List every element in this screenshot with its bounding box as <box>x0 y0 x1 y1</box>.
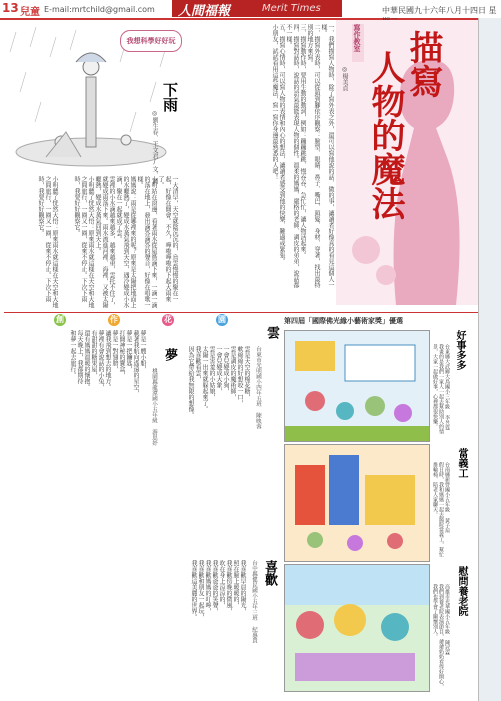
poem-line: 軟綿綿的好想咬一口， <box>236 346 243 406</box>
artwork-description: 我畫的是我們一家人一起去幫助別人的情景，大家一起做好事，心裡都很快樂。 <box>432 344 444 434</box>
article-title-line1: 描寫 <box>403 30 443 98</box>
science-badge-text: 我想科學好好玩 <box>126 37 176 45</box>
artwork-title: 慰問養老院 <box>456 566 467 616</box>
masthead-title: 人間福報 <box>178 4 231 19</box>
poem-line: 還有媽媽溫暖的懷抱。 <box>83 330 90 390</box>
poem-line: 夢是一把鑰匙， <box>125 330 132 372</box>
poem-title: 雲 <box>264 326 279 339</box>
poem-line: 一會兒變成小狗， <box>222 346 229 394</box>
poem-line: 夢是一對翅膀， <box>111 330 118 372</box>
poem-line: 吹在身上涼涼的， <box>218 560 225 608</box>
poem-line: 我喜歡媽媽的叮嚀， <box>204 560 211 614</box>
adjacent-page-strip <box>478 18 501 701</box>
masthead-subtitle: Merit Times <box>262 3 321 14</box>
artwork-caption <box>432 462 450 558</box>
poem-title: 夢 <box>162 348 177 361</box>
article-paragraph: 一、我們描寫人物時，除了寫外表之外，還可以寫他說的話、做的事，讓讀者好像真的看見這個人一樣。 <box>320 24 334 288</box>
poem-line: 讓我飛到想去的地方。 <box>104 330 111 390</box>
article-byline: ◎楊美貞 <box>341 66 348 91</box>
article-paragraph: 三、描寫動作時，要用生動的動詞，例如：蹦蹦跳跳、慢吞吞、急忙忙，讓人物活起來。 <box>299 24 306 258</box>
poem-line: 和夢一起去旅行。 <box>69 330 76 378</box>
poem-line: 載著我航向遙遠的星空， <box>132 330 139 396</box>
gallery-title: 第四屆「國際佛光緣小藝術家獎」優選 <box>284 317 403 325</box>
artwork-caption <box>432 584 450 690</box>
artwork-2 <box>284 444 430 562</box>
story-paragraph: 媽媽說：雨是從哪裡來的呢？原來是太陽把地面上的水曬熱了，變成水蒸氣飛到天空，遇冷變成小水滴，聚在一起就成了雲。 <box>115 176 136 308</box>
poem-line: 我喜歡和朋友一起玩， <box>197 560 204 620</box>
poem-line: 我喜歡傍晚的微風， <box>225 560 232 614</box>
creative-garden-badge <box>54 314 294 328</box>
poem-byline: 桃園縣龍潭國小五年級 游思妤 <box>151 368 157 446</box>
poem-line: 我喜歡看雲， <box>194 346 201 382</box>
poem-title: 喜歡 <box>262 560 277 586</box>
poem-line: 每天晚上，我都期待 <box>76 330 83 384</box>
story-paragraph: 小明聽了恍然大悟：原來雨水就這樣在天空和大地之間旅行，一圈又一圈，從來不停止。下次下雨時，我要好好觀察它。 <box>37 176 58 308</box>
section-divider <box>4 312 478 313</box>
issue-date: 中華民國九十六年八月十四日 星 <box>382 6 497 15</box>
poem-line: 太陽一出來就躲起來了。 <box>201 346 208 412</box>
poem-line: 打開神秘的寶盒， <box>118 330 125 378</box>
masthead <box>172 0 342 17</box>
article-paragraph: 五、描寫心情時，可以寫人物的表情和內心的想法，讓讀者感受到他的快樂、難過或緊張。 <box>278 24 285 264</box>
page-number: 13 <box>2 1 19 15</box>
section-name: 兒童 <box>20 7 40 18</box>
artwork-title: 當義工 <box>456 448 467 478</box>
artwork-3 <box>284 564 430 692</box>
poem-body <box>187 346 250 556</box>
poem-line: 一會兒變成大象， <box>215 346 222 394</box>
poem-line: 我喜歡爸爸的笑聲， <box>211 560 218 614</box>
poem-line: 因為它帶給我無限的想像。 <box>187 346 194 418</box>
story-title: 下雨 <box>161 82 179 112</box>
poem-body <box>6 330 146 690</box>
article-body <box>184 24 334 288</box>
story-byline: ◎劉生春、王文君/文、圖 <box>151 110 158 184</box>
column-tag-text: 寫作教室 <box>353 24 361 52</box>
poem-body <box>190 560 246 694</box>
story-paragraph: 雲裡的小水滴越來越多，越來越重，雲托不住了，就變成雨落下來。雨水流進河裡、海裡，又被太陽曬熱，變成水蒸氣回到天上。 <box>94 176 115 308</box>
artwork-description: 我們到養老院表演節目，爺爺奶奶看得好開心，我們也學會了關懷別人。 <box>432 584 444 689</box>
poem-line: 照在臉上暖暖的， <box>232 560 239 608</box>
badge-char: 園 <box>218 315 226 324</box>
poem-byline: 台中縣健民國小五年三班 紀惠貴 <box>251 560 257 643</box>
email-address: E-mail:mrtchild@gmail.com <box>44 5 155 14</box>
artwork-caption <box>432 344 450 440</box>
poem-line: 夢裡有會說話的小兔， <box>97 330 104 390</box>
badge-char: 花 <box>164 315 172 324</box>
column-tag <box>352 24 364 62</box>
artwork-caption-text: 台南縣新營國小五年級 黃子瑄 <box>444 462 450 533</box>
article-paragraph: 四、描寫對話時，說話的語氣最能表現人物的個性。溫柔的媽媽、嚴格的老師、調皮的弟弟，說話都不一樣。 <box>285 24 299 288</box>
poem-line: 有甜甜的糖果屋， <box>90 330 97 378</box>
artwork-caption-text: 高雄市光華國小五年級 陳冠霖 <box>444 584 450 655</box>
article-title-line2: 人物的魔法 <box>365 50 405 220</box>
story-paragraph: 一大清早，天空就陰沉沉的，烏雲慢慢的聚在一起，好像在開會。不久，嘩啦嘩啦的下起大雨來了。 <box>157 176 178 302</box>
badge-char: 創 <box>56 315 64 324</box>
poem-line: 我喜歡早晨的陽光， <box>239 560 246 614</box>
story-body <box>60 176 178 312</box>
story-paragraph: 小明站在窗邊，看著雨水從屋簷滴下來，一滴一滴的落在地上，發出滴答滴答的聲音，好像在唱歌一樣。 <box>136 176 157 308</box>
story-paragraph: 小明聽了恍然大悟：原來雨水就這樣在天空和大地之間旅行，一圈又一圈，從來不停止。下次下雨時，我要好好觀察它。 <box>73 176 94 308</box>
artwork-1 <box>284 330 430 442</box>
poem-line: 夢是一艘小船， <box>139 330 146 372</box>
poem-line: 雲是天空的棉花糖， <box>243 346 250 400</box>
poem-byline: 台東市光明國小四年五班 陳映蓉 <box>255 346 261 429</box>
poem-line: 雲是害羞的小姑娘， <box>208 346 215 400</box>
science-badge <box>120 30 182 52</box>
article-paragraph: 二、描寫外表時，可以從頭到腳依序觀察：臉型、眼睛、鼻子、嘴巴、頭髮、身材、穿著，找出最特別的地方來寫。 <box>306 24 320 288</box>
artwork-title: 好事多多 <box>454 330 465 370</box>
gallery-header <box>284 316 470 328</box>
article-paragraph: 小朋友，試試看用這些魔法，寫一寫你身邊最熟悉的人吧！ <box>271 24 278 180</box>
story-body-end <box>6 176 58 312</box>
artwork-caption-text: 台東縣大武鄉大鳥國小三年級 李昱霆 <box>444 344 450 430</box>
badge-char: 作 <box>110 315 118 324</box>
poem-line: 雲是調皮的魔術師， <box>229 346 236 400</box>
poem-line: 我喜歡這美麗的世界。 <box>190 560 197 620</box>
artwork-description: 假日時，我和媽媽一起去醫院當義工，幫忙推輪椅、陪老人家聊天。 <box>432 462 444 557</box>
